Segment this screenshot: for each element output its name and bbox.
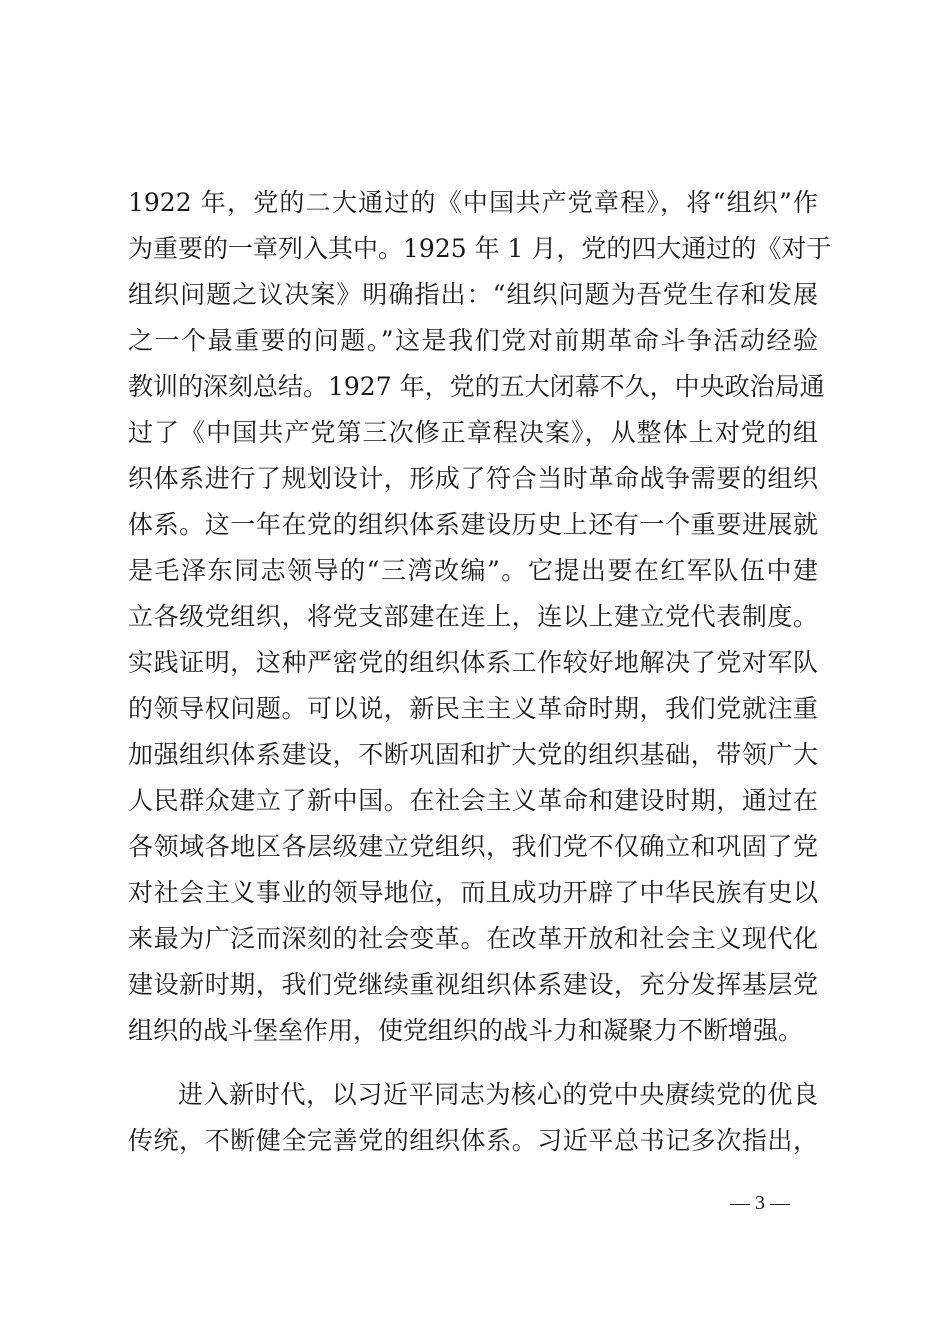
text-line: 进入新时代，以习近平同志为核心的党中央赓续党的优良 — [178, 1080, 818, 1109]
text-line: 人民群众建立了新中国。在社会主义革命和建设时期，通过在 — [128, 786, 818, 815]
text-line: 教训的深刻总结。1927 年，党的五大闭幕不久，中央政治局通 — [128, 372, 825, 401]
text-line: 组织的战斗堡垒作用，使党组织的战斗力和凝聚力不断增强。 — [128, 1016, 804, 1045]
page-number: — 3 — — [730, 1192, 790, 1214]
text-line: 之一个最重要的问题。”这是我们党对前期革命斗争活动经验 — [128, 326, 818, 355]
paragraph-2 — [128, 1072, 818, 1164]
text-line: 的领导权问题。可以说，新民主主义革命时期，我们党就注重 — [128, 694, 818, 723]
text-line: 组织问题之议决案》明确指出：“组织问题为吾党生存和发展 — [128, 280, 818, 309]
paragraph-gap — [128, 1054, 818, 1072]
body-text — [128, 180, 832, 1164]
text-line: 建设新时期，我们党继续重视组织体系建设，充分发挥基层党 — [128, 970, 818, 999]
text-line: 各领域各地区各层级建立党组织，我们党不仅确立和巩固了党 — [128, 832, 818, 861]
paragraph-1 — [128, 180, 832, 1054]
text-line: 加强组织体系建设，不断巩固和扩大党的组织基础，带领广大 — [128, 740, 818, 769]
text-line: 体系。这一年在党的组织体系建设历史上还有一个重要进展就 — [128, 510, 818, 539]
text-line: 为重要的一章列入其中。1925 年 1 月，党的四大通过的《对于 — [128, 234, 832, 263]
text-line: 1922 年，党的二大通过的《中国共产党章程》，将“组织”作 — [128, 188, 818, 217]
text-line: 实践证明，这种严密党的组织体系工作较好地解决了党对军队 — [128, 648, 818, 677]
text-line: 传统，不断健全完善党的组织体系。习近平总书记多次指出， — [128, 1126, 818, 1155]
text-line: 是毛泽东同志领导的“三湾改编”。它提出要在红军队伍中建 — [128, 556, 818, 585]
text-line: 来最为广泛而深刻的社会变革。在改革开放和社会主义现代化 — [128, 924, 818, 953]
text-line: 织体系进行了规划设计，形成了符合当时革命战争需要的组织 — [128, 464, 818, 493]
text-line: 对社会主义事业的领导地位，而且成功开辟了中华民族有史以 — [128, 878, 818, 907]
text-line: 过了《中国共产党第三次修正章程决案》，从整体上对党的组 — [128, 418, 818, 447]
text-line: 立各级党组织，将党支部建在连上，连以上建立党代表制度。 — [128, 602, 818, 631]
